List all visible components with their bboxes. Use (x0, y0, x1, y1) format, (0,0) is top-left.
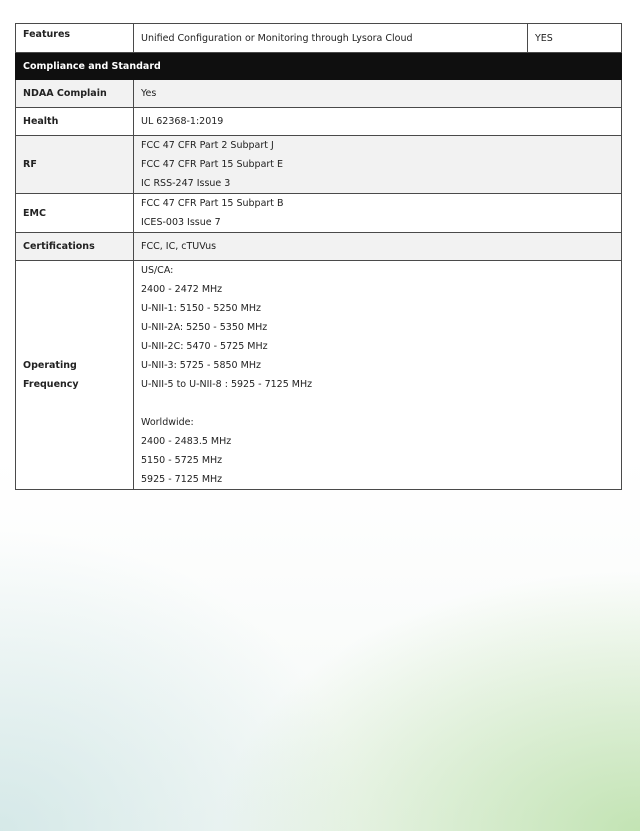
health-value: UL 62368-1:2019 (134, 108, 622, 136)
frequency-line: 5150 - 5725 MHz (141, 455, 223, 466)
frequency-line: U-NII-2A: 5250 - 5350 MHz (141, 322, 268, 333)
rf-label: RF (16, 136, 134, 194)
table-row-certifications (16, 233, 622, 261)
frequency-line: 5925 - 7125 MHz (141, 474, 223, 485)
operating-frequency-label: Operating Frequency (16, 261, 134, 490)
table-row-ndaa (16, 80, 622, 108)
features-extra: YES (528, 24, 622, 53)
section-title: Compliance and Standard (16, 53, 622, 80)
table-row-rf (16, 136, 622, 194)
table-row-features (16, 24, 622, 53)
emc-value-line: ICES-003 Issue 7 (141, 217, 221, 228)
features-label: Features (16, 24, 134, 53)
ndaa-value: Yes (134, 80, 622, 108)
section-header-compliance (16, 53, 622, 80)
certifications-value: FCC, IC, cTUVus (134, 233, 622, 261)
emc-values (134, 194, 622, 233)
certifications-label: Certifications (16, 233, 134, 261)
rf-value-line: FCC 47 CFR Part 15 Subpart E (141, 159, 284, 170)
frequency-line: 2400 - 2472 MHz (141, 284, 223, 295)
frequency-line: US/CA: (141, 265, 174, 276)
frequency-line: U-NII-5 to U-NII-8 : 5925 - 7125 MHz (141, 379, 313, 390)
ndaa-label: NDAA Complain (16, 80, 134, 108)
frequency-spacer (141, 394, 614, 413)
emc-value-line: FCC 47 CFR Part 15 Subpart B (141, 198, 284, 209)
frequency-line: U-NII-3: 5725 - 5850 MHz (141, 360, 261, 371)
operating-frequency-values (134, 261, 622, 490)
rf-value-line: IC RSS-247 Issue 3 (141, 178, 231, 189)
table-row-health (16, 108, 622, 136)
table-row-emc (16, 194, 622, 233)
specification-table (15, 23, 622, 490)
frequency-line: U-NII-1: 5150 - 5250 MHz (141, 303, 261, 314)
rf-values (134, 136, 622, 194)
frequency-line: Worldwide: (141, 417, 194, 428)
frequency-line: U-NII-2C: 5470 - 5725 MHz (141, 341, 268, 352)
rf-value-line: FCC 47 CFR Part 2 Subpart J (141, 140, 274, 151)
health-label: Health (16, 108, 134, 136)
table-row-operating-frequency (16, 261, 622, 490)
features-value: Unified Configuration or Monitoring through Lysora Cloud (134, 24, 528, 53)
frequency-line: 2400 - 2483.5 MHz (141, 436, 232, 447)
emc-label: EMC (16, 194, 134, 233)
